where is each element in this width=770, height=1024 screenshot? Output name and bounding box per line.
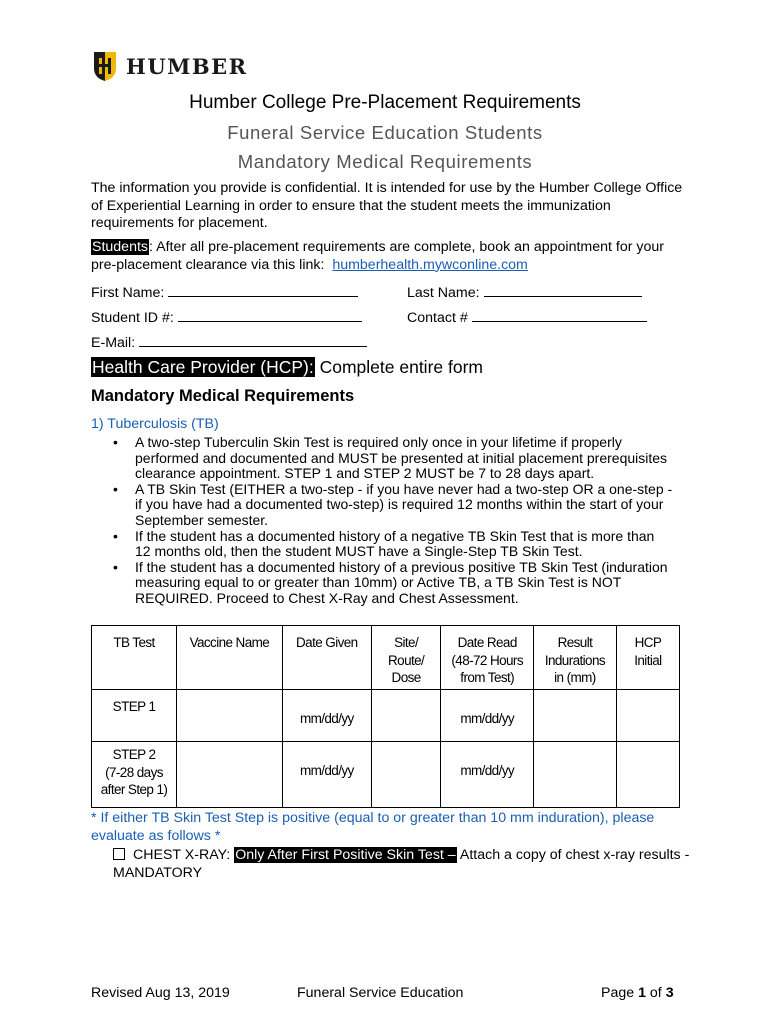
hcp-instruction — [91, 357, 483, 378]
step2-result-cell[interactable] — [534, 742, 617, 808]
contact-line[interactable] — [472, 308, 647, 322]
humber-shield-icon — [90, 50, 120, 82]
table-row — [92, 742, 680, 808]
chest-xray-item — [113, 847, 693, 882]
email-label: E-Mail: — [91, 335, 136, 351]
logo-text: HUMBER — [126, 53, 248, 79]
email-field[interactable] — [91, 333, 367, 351]
student-id-line[interactable] — [178, 308, 362, 322]
step1-hcp-cell[interactable] — [616, 690, 679, 742]
col-hcp-initial: HCP Initial — [616, 626, 679, 690]
col-date-read: Date Read (48-72 Hours from Test) — [441, 626, 534, 690]
tb-test-table — [91, 625, 680, 808]
hcp-text: Complete entire form — [314, 357, 483, 377]
subtitle-medical: Mandatory Medical Requirements — [237, 151, 533, 172]
positive-test-note: * If either TB Skin Test Step is positive (equal to or greater than 10 mm induration), please evaluate as follows * — [91, 810, 655, 844]
last-name-label: Last Name: — [407, 285, 480, 301]
checkbox-icon[interactable] — [113, 848, 125, 860]
tb-bullet-3: • If the student has a documented history of a negative TB Skin Test that is more than 12 months old, then the student MUST have a Single-Step TB Skin Test. — [113, 529, 673, 560]
tb-bullet-4: • If the student has a documented history of a previous positive TB Skin Test (induration measuring equal to or greater than 10mm) or Active TB, a TB Skin Test is NOT REQUIRED. Proceed to Chest X-Ray and Chest Assessment. — [113, 560, 673, 607]
step2-hcp-cell[interactable] — [616, 742, 679, 808]
tb-bullet-list — [113, 435, 673, 607]
col-tb-test: TB Test — [92, 626, 177, 690]
contact-label: Contact # — [407, 310, 468, 326]
footer-program: Funeral Service Education — [297, 985, 464, 1001]
section-heading: Mandatory Medical Requirements — [91, 387, 355, 405]
booking-link[interactable]: humberhealth.mywconline.com — [332, 256, 528, 273]
student-id-field[interactable] — [91, 308, 362, 326]
col-site-route-dose: Site/ Route/ Dose — [371, 626, 440, 690]
students-note — [91, 239, 691, 274]
email-line[interactable] — [139, 333, 367, 347]
students-label: Students — [92, 239, 149, 255]
tb-bullet-1: • A two-step Tuberculin Skin Test is required only once in your lifetime if properly performed and documented and MUST be presented at initial placement prerequisites clearance appointment. STEP 1 and STEP 2 MUST be 7 to 28 days apart. — [113, 435, 673, 482]
last-name-line[interactable] — [484, 283, 642, 297]
chest-xray-highlight: Only After First Positive Skin Test – — [235, 847, 456, 863]
contact-field[interactable] — [407, 308, 647, 326]
footer-page-number: Page 1 of 3 — [601, 985, 674, 1001]
step2-label: STEP 2 (7-28 days after Step 1) — [92, 742, 177, 808]
first-name-line[interactable] — [168, 283, 358, 297]
first-name-label: First Name: — [91, 285, 165, 301]
step2-date-read[interactable]: mm/dd/yy — [441, 742, 534, 808]
step2-date-given[interactable]: mm/dd/yy — [282, 742, 371, 808]
step1-date-given[interactable]: mm/dd/yy — [282, 690, 371, 742]
page-title: Humber College Pre-Placement Requirements — [189, 92, 581, 113]
hcp-label: Health Care Provider (HCP): — [92, 357, 314, 377]
step1-vaccine-cell[interactable] — [177, 690, 283, 742]
first-name-field[interactable] — [91, 283, 358, 301]
subtitle-program: Funeral Service Education Students — [227, 122, 543, 143]
last-name-field[interactable] — [407, 283, 642, 301]
step1-result-cell[interactable] — [534, 690, 617, 742]
col-date-given: Date Given — [282, 626, 371, 690]
table-header-row — [92, 626, 680, 690]
chest-xray-label: CHEST X-RAY: — [133, 847, 231, 863]
col-result: Result Indurations in (mm) — [534, 626, 617, 690]
step1-site-cell[interactable] — [371, 690, 440, 742]
step1-label: STEP 1 — [92, 690, 177, 742]
tb-bullet-2: • A TB Skin Test (EITHER a two-step - if you have never had a two-step OR a one-step - if you have had a documented two-step) is required 12 months within the start of your September semester. — [113, 482, 673, 529]
step1-date-read[interactable]: mm/dd/yy — [441, 690, 534, 742]
students-text: : After all pre-placement requirements are complete, book an appointment for your pre-placement clearance via this link: — [91, 239, 664, 273]
student-id-label: Student ID #: — [91, 310, 174, 326]
step2-site-cell[interactable] — [371, 742, 440, 808]
footer-revised: Revised Aug 13, 2019 — [91, 985, 230, 1001]
tb-section-title: 1) Tuberculosis (TB) — [91, 416, 219, 432]
col-vaccine-name: Vaccine Name — [177, 626, 283, 690]
humber-logo — [90, 50, 248, 82]
step2-vaccine-cell[interactable] — [177, 742, 283, 808]
intro-paragraph: The information you provide is confidential. It is intended for use by the Humber College Office of Experiential Learning in order to ensure that the student meets the immunization requirements for placement. — [91, 180, 683, 231]
chest-xray-text: Attach a copy of chest x-ray results - MANDATORY — [113, 847, 690, 881]
table-row — [92, 690, 680, 742]
